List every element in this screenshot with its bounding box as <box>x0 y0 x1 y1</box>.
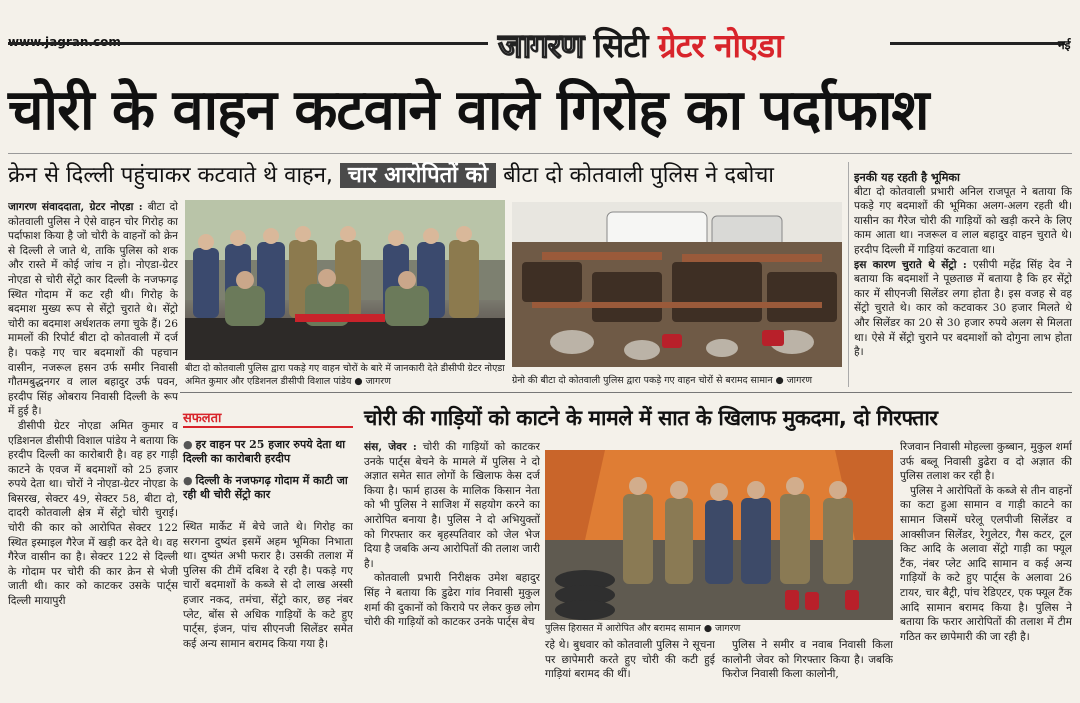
story1-paragraph-1: बीटा दो कोतवाली पुलिस ने ऐसे वाहन चोर गिरोह का पर्दाफाश किया है जो चोरी के वाहनों को क्रेन से दिल्ली ले जाते थे, ताकि पुलिस को शक और रास्ते में कोई जांच न हो। नोएडा-ग्रेटर नोएडा से चोरी सेंट्रो कार दिल्ली के नजफगढ़ स्थित गोदाम में कट रही थी। गिरोह के बदमाश मुख्य रूप से सेंट्रो चुराते थे। सेंट्रो चोरी का बदमाश अर्धशतक लगा चुके हैं। 26 मामलों की रिपोर्ट बीटा दो कोतवाली में दर्ज है। पकड़े गए चार बदमाशों की पहचान वासीन, नजरूल हसन उर्फ समीर निवासी गौतमबुद्धनगर व लाल बहादुर उर्फ पवन, हरदीप सिंह ओबराय निवासी दिल्ली के रूप में हुई है। <box>8 201 178 418</box>
highlight-text-1: हर वाहन पर 25 हजार रुपये देता था दिल्ली का कारोबारी हरदीप <box>183 438 346 465</box>
masthead-rule-right <box>890 42 1065 45</box>
subheadline <box>8 160 774 192</box>
date-fragment: नई <box>1058 38 1071 52</box>
safalta-rule <box>183 426 353 428</box>
story2-text-2: रहे थे। बुधवार को कोतवाली पुलिस ने सूचना पर छापेमारी करते हुए चोरी की कटी हुई गाड़ियां बरामद की थीं। <box>545 639 715 681</box>
masthead-rule-left <box>8 42 488 45</box>
story1-column <box>8 200 178 700</box>
photo3-caption: पुलिस हिरासत में आरोपित और बरामद सामान ● जागरण <box>545 623 741 634</box>
subhead-part1: क्रेन से दिल्ली पहुंचाकर कटवाते थे वाहन, <box>8 163 333 188</box>
section-divider <box>180 392 1072 393</box>
story1-continued-text: स्थित मार्केट में बेचे जाते थे। गिरोह का सरगना दुष्यंत इसमें अहम भूमिका निभाता था। दुष्यंत अभी फरार है। उसकी तलाश में पुलिस की टीमें दबिश दे रही है। पकड़े गए चारों बदमाशों के कब्जे से दो लाख अस्सी हजार नकद, तमंचा, सेंट्रो कार, छह नंबर प्लेट, बोंस से अधिक गाड़ियों के कटे हुए पार्ट्स, इंजन, पांच सीएनजी सिलेंडर समेत कई अन्य सामान बरामद किया गया है। <box>183 521 353 650</box>
sidebar-paragraph-role: बीटा दो कोतवाली प्रभारी अनिल राजपूत ने बताया कि पकड़े गए बदमाशों की भूमिका अलग-अलग रहती थी। यासीन का गैरेज चोरी की गाड़ियों को खड़ी करने के लिए काम आता था। नजरूल व लाल बहादुर वाहन चुराते थे। हरदीप दिल्ली में गाड़ियां कटवाता था। <box>854 185 1072 256</box>
brand-part-jagran: जागरण <box>498 26 583 65</box>
story2-column-2 <box>545 638 715 702</box>
story2-text-1b: कोतवाली प्रभारी निरीक्षक उमेश बहादुर सिंह ने बताया कि डुढेरा गांव निवासी मुकुल शर्मा की दुकानों को किराये पर लेकर कुछ लोग चोरी की गाड़ियों को काटकर उनके पार्ट्स बेच <box>364 572 540 629</box>
masthead <box>0 0 1080 65</box>
brand-part-greater-noida: ग्रेटर नोएडा <box>658 26 783 65</box>
story1-continued-column <box>183 520 353 700</box>
story2-dateline: संस, जेवर : <box>364 441 417 453</box>
headline-rule <box>8 153 1072 154</box>
accused-custody-illustration <box>545 450 893 620</box>
brand-logo <box>498 22 783 67</box>
bullet-icon: ● <box>183 474 193 487</box>
story1-paragraph-2: डीसीपी ग्रेटर नोएडा अमित कुमार व एडिशनल डीसीपी विशाल पांडेय ने बताया कि हरदीप दिल्ली का कारोबारी है। वह हर गाड़ी काटने के एवज में बदमाशों को 25 हजार रुपये देता था। चोरों ने नोएडा-ग्रेटर नोएडा के बिसरख, सेक्टर 49, सेक्टर 58, बीटा दो, दादरी कोतवाली क्षेत्र में सेंट्रो चोरी चुराई। चोरी की कार को आरोपित सेक्टर 122 स्थित इस्माइल गैरेज में खड़ी कर देते थे। वह गैरेज वासीन का है। सेक्टर 122 से दिल्ली के गोदाम पर चोरी की कार क्रेन से भेजी जाती थी। कार को काटकर उसके पार्ट्स दिल्ली मायापुरी <box>8 419 178 608</box>
subhead-badge: चार आरोपितों को <box>340 163 496 188</box>
brand-part-city: सिटी <box>593 26 648 65</box>
story2-text-4b: पुलिस ने आरोपितों के कब्जे से तीन वाहनों का कटा हुआ सामान व गाड़ी काटने का सामान जिसमें घरेलू एलपीजी सिलेंडर व आक्सीजन सिलेंडर, रेगुलेटर, गैस कटर, टूल किट आदि के अलावा सेंट्रो गाड़ी का फ्यूल टैंक, नंबर प्लेट आदि सामान व कई अन्य गाड़ियों के कटे हुए पार्ट्स के अलावा 26 टायर, चार बैट्री, पांच रेडिएटर, एक फ्यूल टैंक आदि सामान बरामद किया है। पुलिस ने बताया कि फरार आरोपितों की तलाश में टीम गठित कर छापेमारी की जा रही है। <box>900 484 1072 643</box>
press-conference-illustration <box>185 200 505 360</box>
press-conference-photo <box>185 200 505 360</box>
sidebar-heading-role: इनकी यह रहती है भूमिका <box>854 170 960 184</box>
story2-column-1 <box>364 440 540 702</box>
recovered-parts-photo <box>512 202 842 367</box>
story2-text-3: पुलिस ने समीर व नवाब निवासी किला कालोनी जेवर को गिरफ्तार किया है। जबकि फिरोज निवासी किला कालोनी, <box>722 639 893 681</box>
story2-headline: चोरी की गाड़ियों को काटने के मामले में सात के खिलाफ मुकदमा, दो गिरफ्तार <box>364 406 938 430</box>
accused-custody-photo <box>545 450 893 620</box>
highlight-text-2: दिल्ली के नजफगढ़ गोदाम में काटी जा रही थी चोरी सेंट्रो कार <box>183 474 348 501</box>
story2-column-3 <box>722 638 893 702</box>
story2-text-1: चोरी की गाड़ियों को काटकर उनके पार्ट्स बेचने के मामले में पुलिस ने दो अज्ञात समेत सात लोगों के खिलाफ केस दर्ज किया है। फार्म हाउस के मालिक किसान नेता को भी पुलिस ने साजिश में सहयोग करने का आरोपित बनाया है। पुलिस ने दो अभियुक्तों को गिरफ्तार कर बृहस्पतिवार को जेल भेज दिया है जबकि अन्य आरोपितों की तलाश जारी है। <box>364 441 540 570</box>
safalta-highlights-box <box>183 408 353 518</box>
photo2-caption: ग्रेनो की बीटा दो कोतवाली पुलिस द्वारा पकड़े गए वाहन चोरों से बरामद सामान ● जागरण <box>512 375 812 386</box>
story2-column-4 <box>900 440 1072 702</box>
sidebar-column <box>854 170 1072 392</box>
highlight-item <box>183 438 353 466</box>
photo1-caption: बीटा दो कोतवाली पुलिस द्वारा पकड़े गए वाहन चोरों के बारे में जानकारी देते डीसीपी ग्रेटर नोएडा अमित कुमार और एडिशनल डीसीपी विशाल पांडेय ● जागरण <box>185 363 505 387</box>
sidebar-heading-reason: इस कारण चुराते थे सेंट्रो : <box>854 258 967 271</box>
story1-dateline: जागरण संवाददाता, ग्रेटर नोएडा : <box>8 201 143 213</box>
main-headline: चोरी के वाहन कटवाने वाले गिरोह का पर्दाफाश <box>8 78 929 143</box>
story2-text-4a: रिजवान निवासी मोहल्ला कुब्बान, मुकुल शर्मा उर्फ बब्लू निवासी डुढेरा व दो अज्ञात की पुलिस तलाश कर रही है। <box>900 441 1072 483</box>
subhead-part2: बीटा दो कोतवाली पुलिस ने दबोचा <box>503 163 774 188</box>
recovered-parts-illustration <box>512 202 842 367</box>
sidebar-paragraph-reason: एसीपी महेंद्र सिंह देव ने बताया कि बदमाशों ने पूछताछ में बताया है कि हर सेंट्रो कार में सीएनजी सिलेंडर लगा होता है। इस वजह से वह सेंट्रो चुराते थे। कार को कटवाकर 30 हजार मिलते थे और सिलेंडर का 20 से 30 हजार रुपये अलग से मिलता था। ऐसे में सेंट्रो चुराने पर बदमाशों को दोगुना लाभ होता है। <box>854 258 1072 359</box>
safalta-label: सफलता <box>183 411 222 426</box>
bullet-icon: ● <box>183 438 193 451</box>
highlight-item <box>183 474 353 502</box>
sidebar-divider <box>848 162 849 387</box>
